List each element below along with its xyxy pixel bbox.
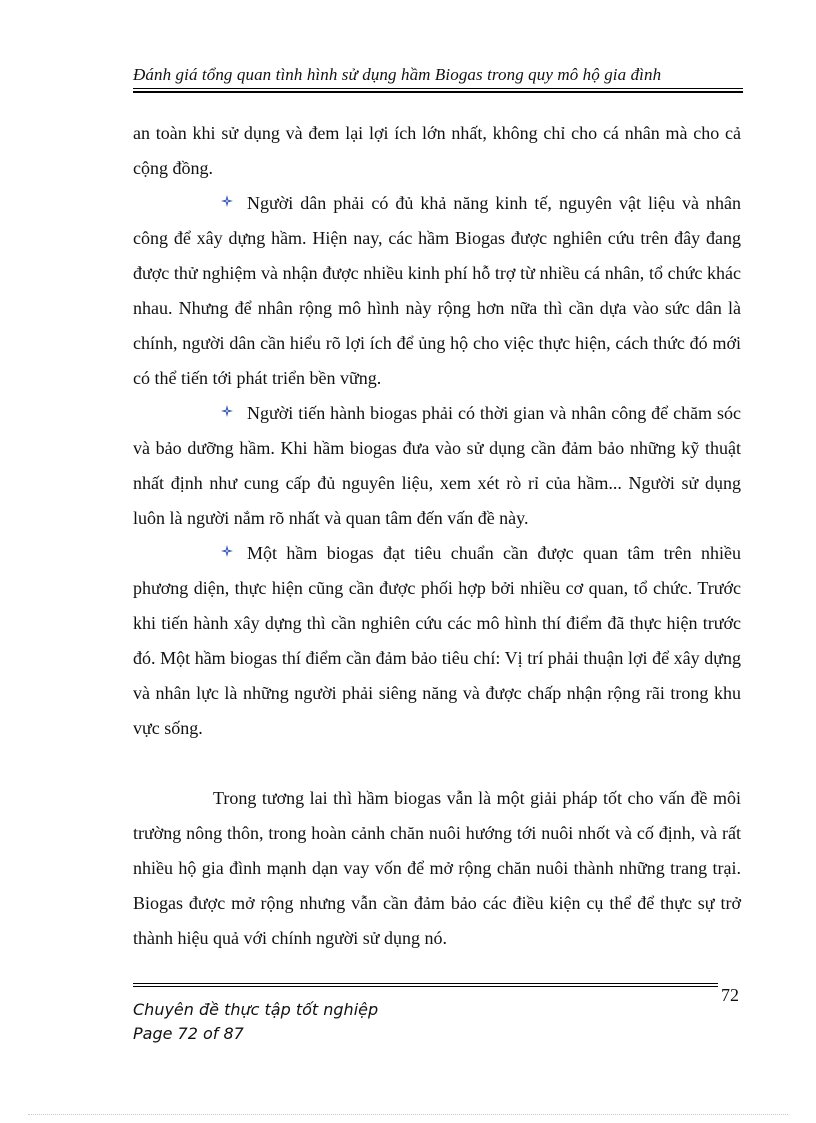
bullet-paragraph-3: [133, 536, 741, 746]
bullet-paragraph-2: [133, 396, 741, 536]
bullet-paragraph-1: [133, 186, 741, 396]
footer-rule-top: [133, 983, 718, 984]
header-rule-thin: [133, 88, 743, 89]
bullet-text-3: Một hầm biogas đạt tiêu chuẩn cần được quan tâm trên nhiều phương diện, thực hiện cũng cần được phối hợp bởi nhiều cơ quan, tổ chức. Trước khi tiến hành xây dựng thì cần nghiên cứu các mô hình thí điểm đã thực hiện trước đó. Một hầm biogas thí điểm cần đảm bảo tiêu chí: Vị trí phải thuận lợi để xây dựng và nhân lực là những người phải siêng năng và được chấp nhận rộng rãi trong khu vực sống.: [133, 543, 741, 738]
page-number: 72: [721, 985, 739, 1005]
conclusion-paragraph: Trong tương lai thì hầm biogas vẫn là một giải pháp tốt cho vấn đề môi trường nông thôn, trong hoàn cảnh chăn nuôi hướng tới nuôi nhốt và cố định, và rất nhiều hộ gia đình mạnh dạn vay vốn để mở rộng chăn nuôi thành những trang trại. Biogas được mở rộng nhưng vẫn cần đảm bảo các điều kiện cụ thể để thực sự trở thành hiệu quả với chính người sử dụng nó.: [133, 788, 741, 948]
diamond-star-bullet-icon: [221, 195, 233, 207]
diamond-star-bullet-icon: [221, 545, 233, 557]
page-header: [133, 64, 743, 93]
footer-page-of: Page 72 of 87: [133, 1024, 244, 1043]
footer-rule-bottom: [133, 986, 718, 987]
bullet-text-2: Người tiến hành biogas phải có thời gian và nhân công để chăm sóc và bảo dưỡng hầm. Khi hầm biogas đưa vào sử dụng cần đảm bảo những kỹ thuật nhất định như cung cấp đủ nguyên liệu, xem xét rò rỉ của hầm... Người sử dụng luôn là người nắm rõ nhất và quan tâm đến vấn đề này.: [133, 403, 741, 528]
document-body: [133, 116, 741, 956]
diamond-star-bullet-icon: [221, 405, 233, 417]
bullet-text-1: Người dân phải có đủ khả năng kinh tế, nguyên vật liệu và nhân công để xây dựng hầm. Hiện nay, các hầm Biogas được nghiên cứu trên đây đang được thử nghiệm và nhận được nhiều kinh phí hỗ trợ từ nhiều cá nhân, tổ chức khác nhau. Nhưng để nhân rộng mô hình này rộng hơn nữa thì cần dựa vào sức dân là chính, người dân cần hiểu rõ lợi ích để ủng hộ cho việc thực hiện, cách thức đó mới có thể tiến tới phát triển bền vững.: [133, 193, 741, 388]
header-rule-thick: [133, 91, 743, 93]
page-bottom-dotted-border: [28, 1114, 788, 1115]
intro-paragraph: an toàn khi sử dụng và đem lại lợi ích lớn nhất, không chỉ cho cá nhân mà cho cả cộng đồng.: [133, 123, 741, 178]
header-title: Đánh giá tổng quan tình hình sử dụng hầm Biogas trong quy mô hộ gia đình: [133, 65, 662, 84]
paragraph-spacer: [133, 746, 741, 781]
footer-document-title: Chuyên đề thực tập tốt nghiệp: [133, 1000, 379, 1019]
